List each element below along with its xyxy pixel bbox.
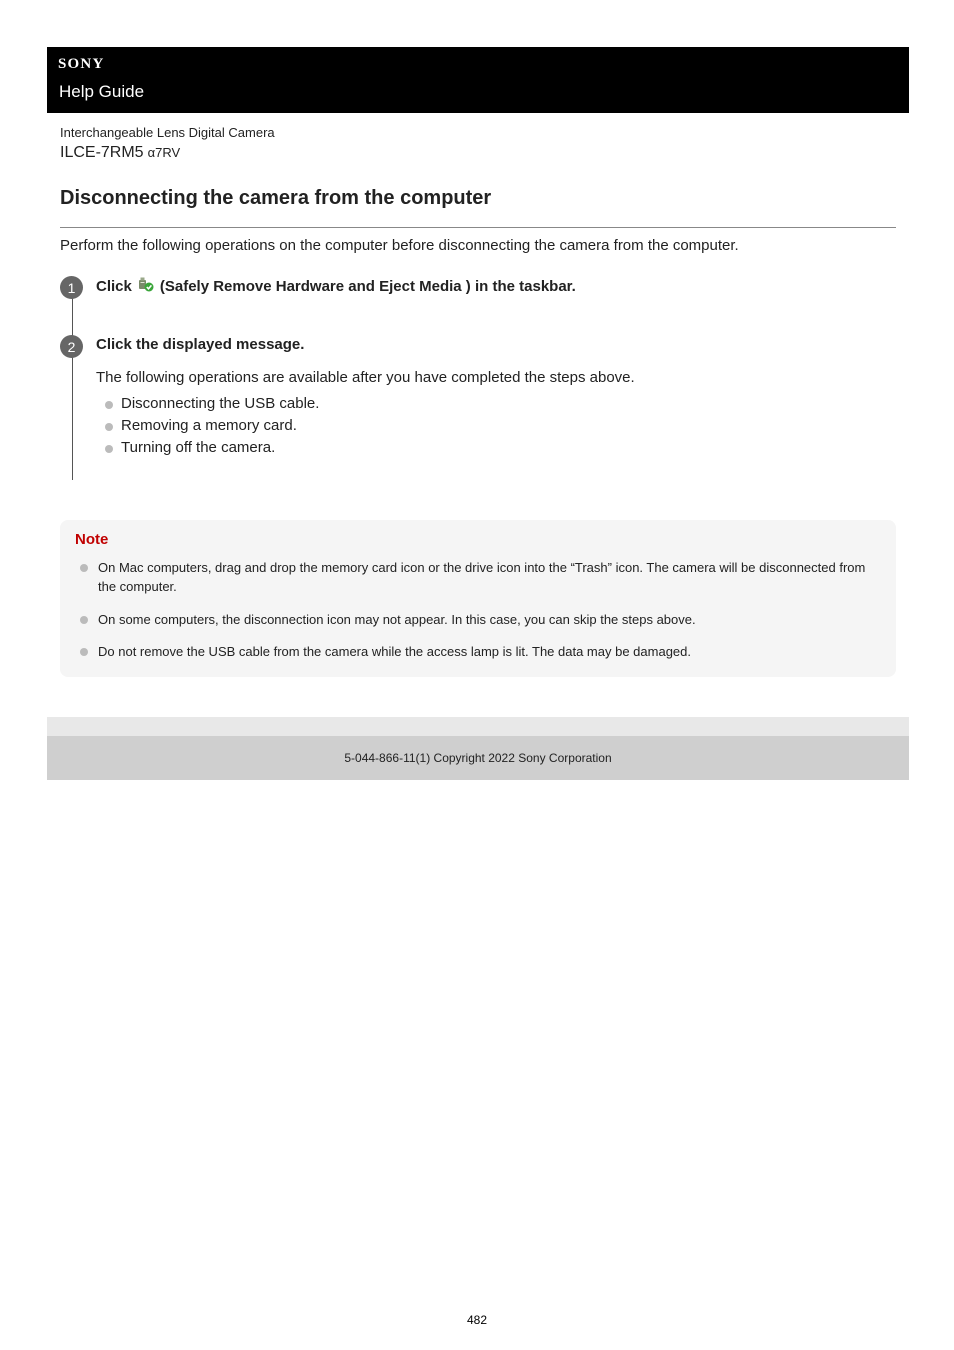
title-divider: [60, 227, 896, 228]
step-1-title-before: Click: [96, 277, 132, 295]
note-item-text: On Mac computers, drag and drop the memory card icon or the drive icon into the “Trash” icon. The camera will be disconnected from the computer.: [98, 560, 866, 594]
list-item-text: Removing a memory card.: [121, 417, 297, 434]
bullet-dot-icon: [80, 616, 88, 624]
step-1-number: 1: [60, 276, 83, 299]
copyright-text: 5-044-866-11(1) Copyright 2022 Sony Corporation: [344, 751, 612, 765]
model-alias: α7RV: [147, 145, 181, 160]
list-item-text: Turning off the camera.: [121, 439, 276, 456]
step-2-title: Click the displayed message.: [96, 336, 305, 353]
note-item-text: Do not remove the USB cable from the camera while the access lamp is lit. The data may be damaged.: [98, 644, 691, 659]
step-connector-line: [72, 287, 73, 480]
note-item: [80, 558, 880, 596]
bullet-dot-icon: [105, 423, 113, 431]
note-box: [60, 520, 896, 677]
safely-remove-hardware-icon: [138, 276, 154, 296]
note-item-text: On some computers, the disconnection icon may not appear. In this case, you can skip the steps above.: [98, 612, 696, 627]
footer-top-band: [47, 717, 909, 736]
step-2-number: 2: [60, 335, 83, 358]
bullet-dot-icon: [80, 648, 88, 656]
header-bar: [47, 47, 909, 113]
note-item: [80, 610, 880, 629]
model-name: ILCE-7RM5: [60, 144, 144, 161]
step-2-description: The following operations are available after you have completed the steps above.: [96, 369, 635, 386]
intro-text: Perform the following operations on the computer before disconnecting the camera from the computer.: [60, 237, 739, 254]
step-2-bullet-list: [105, 395, 319, 461]
help-guide-label: Help Guide: [59, 82, 145, 101]
page-number: 482: [466, 1313, 488, 1327]
list-item: [105, 439, 319, 461]
product-type: Interchangeable Lens Digital Camera: [60, 125, 275, 140]
bullet-dot-icon: [105, 445, 113, 453]
step-1-title: [96, 277, 576, 297]
note-item: [80, 642, 880, 661]
note-title: Note: [75, 531, 109, 548]
page-title: Disconnecting the camera from the computer: [60, 187, 492, 209]
footer: [47, 736, 909, 780]
list-item-text: Disconnecting the USB cable.: [121, 395, 320, 412]
model-line: [60, 144, 180, 162]
sony-logo: SONY: [58, 56, 105, 72]
bullet-dot-icon: [105, 401, 113, 409]
bullet-dot-icon: [80, 564, 88, 572]
step-1-title-after: (Safely Remove Hardware and Eject Media ) in the taskbar.: [159, 277, 576, 295]
list-item: [105, 395, 319, 417]
list-item: [105, 417, 319, 439]
